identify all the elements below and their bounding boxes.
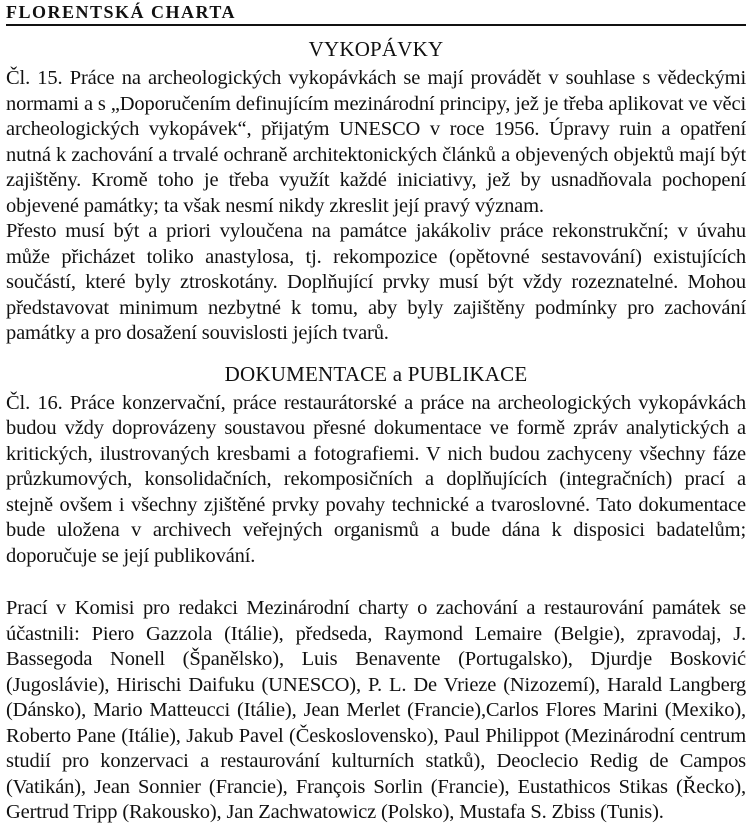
section-heading-excavations: VYKOPÁVKY (308, 37, 444, 61)
article-16-paragraph: Čl. 16. Práce konzervační, práce restaurátorské a práce na archeologických vykopávkách budou vždy doprovázeny soustavou přesné dokumentace ve formě zpráv analytických a kritických, ilustrovaných kresbami a fotografiemi. V nich budou zachyceny všechny fáze průzkumových, konsolidačních, rekomposičních a doplňujících (integračních) prací a stejně ovšem i všechny zjištěné prvky povahy technické a tvaroslovné. Tato dokumentace bude uložena v archivech veřejných organismů a bude dána k disposici badatelům; doporučuje se její publikování. (6, 391, 746, 567)
section-heading-documentation: DOKUMENTACE a PUBLIKACE (224, 361, 528, 386)
document-page (6, 0, 746, 825)
article-15-paragraph: Čl. 15. Práce na archeologických vykopávkách se mají provádět v souhlase s vědeckými normami a s „Doporučením definujícím mezinárodní principy, jež je třeba aplikovat ve věci archeologických vykopávek“, přijatým UNESCO v roce 1956. Úpravy ruin a opatření nutná k zachování a trvalé ochraně architektonických článků a objevených objektů mají být zajištěny. Kromě toho je třeba využít každé iniciativy, jež by usnadňovala pochopení objevené památky; ta však nesmí nikdy zkreslit její pravý význam. (6, 67, 746, 217)
commission-members-paragraph: Prací v Komisi pro redakci Mezinárodní charty o zachování a restaurování památek se účastnili: Piero Gazzola (Itálie), předseda, Raymond Lemaire (Belgie), zpravodaj, J. Bassegoda Nonell (Španělsko), Luis Benavente (Portugalsko), Djurdje Bosković (Jugoslávie), Hirischi Daifuku (UNESCO), P. L. De Vrieze (Nizozemí), Harald Langberg (Dánsko), Mario Matteucci (Itálie), Jean Merlet (Francie),Carlos Flores Marini (Mexiko), Roberto Pane (Itálie), Jakub Pavel (Československo), Paul Philippot (Mezinárodní centrum studií pro konzervaci a restaurování kulturních statků), Deoclecio Redig de Campos (Vatikán), Jean Sonnier (Francie), François Sorlin (Francie), Eustathicos Stikas (Řecko), Gertrud Tripp (Rakousko), Jan Zachwatowicz (Polsko), Mustafa S. Zbiss (Tunis). (6, 597, 746, 823)
article-15-continuation-paragraph: Přesto musí být a priori vyloučena na památce jakákoliv práce rekonstrukční; v úvahu může přicházet toliko anastylosa, tj. rekompozice (opětovné sestavování) existujících součástí, které byly ztroskotány. Doplňující prvky musí být vždy rozeznatelné. Mohou představovat minimum nezbytné k tomu, aby byly zajištěny podmínky pro zachování památky a pro dosažení souvislosti jejích tvarů. (6, 220, 746, 344)
running-title: FLORENTSKÁ CHARTA (6, 0, 746, 26)
